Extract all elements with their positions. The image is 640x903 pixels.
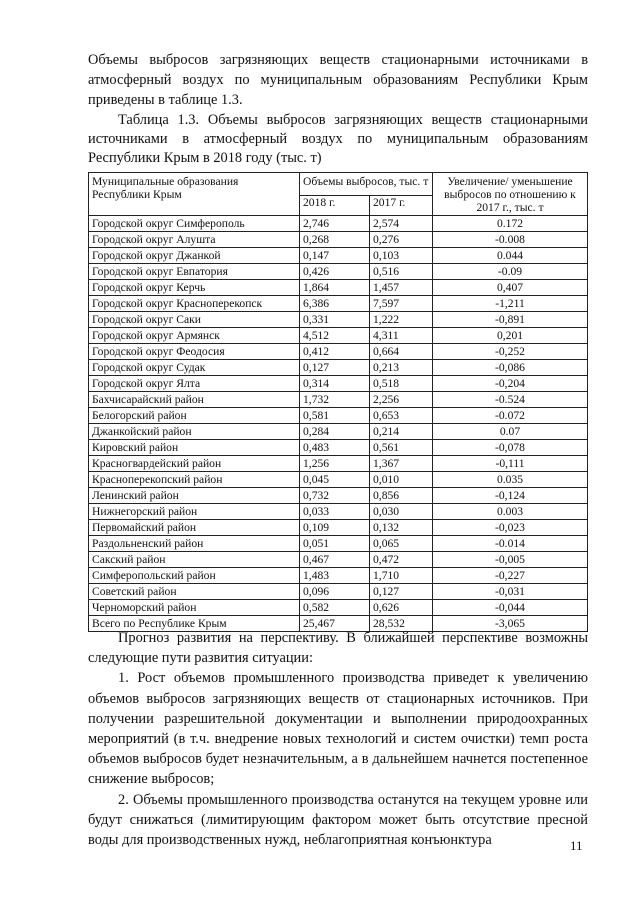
row-change-cell: 0.172	[433, 216, 588, 232]
table-row	[89, 488, 588, 504]
row-2017-cell: 0,214	[370, 424, 433, 440]
row-2017-cell: 0,626	[370, 600, 433, 616]
table-row	[89, 584, 588, 600]
row-2017-cell: 0,127	[370, 584, 433, 600]
row-name-cell: Сакский район	[89, 552, 300, 568]
row-name-cell: Всего по Республике Крым	[89, 616, 300, 632]
table-row	[89, 296, 588, 312]
row-2017-cell: 2,574	[370, 216, 433, 232]
table-row	[89, 456, 588, 472]
row-name-cell: Белогорский район	[89, 408, 300, 424]
row-2018-cell: 0,426	[300, 264, 370, 280]
row-2018-cell: 0,581	[300, 408, 370, 424]
row-change-cell: -0,044	[433, 600, 588, 616]
row-change-cell: 0.044	[433, 248, 588, 264]
table-row	[89, 536, 588, 552]
row-name-cell: Городской округ Алушта	[89, 232, 300, 248]
row-2017-cell: 1,367	[370, 456, 433, 472]
row-2017-cell: 0,132	[370, 520, 433, 536]
scenario-1-paragraph: 1. Рост объемов промышленного производства приведет к увеличению объемов выбросов загрязняющих веществ от стационарных источников. При получении разрешительной документации и выполнении природоохранных мероприятий (в т.ч. внедрение новых технологий и систем очистки) темп роста объемов выбросов будет незначительным, а в дальнейшем начнется постепенное снижение выбросов;	[88, 670, 588, 788]
row-change-cell: -0,227	[433, 568, 588, 584]
row-2017-cell: 4,311	[370, 328, 433, 344]
forecast-paragraph: Прогноз развития на перспективу. В ближайшей перспективе возможны следующие пути развития ситуации:	[88, 630, 588, 667]
body-text	[88, 628, 588, 850]
row-change-cell: 0.003	[433, 504, 588, 520]
row-name-cell: Городской округ Саки	[89, 312, 300, 328]
table-row	[89, 360, 588, 376]
row-change-cell: -0.524	[433, 392, 588, 408]
row-name-cell: Советский район	[89, 584, 300, 600]
row-name-cell: Раздольненский район	[89, 536, 300, 552]
row-name-cell: Симферопольский район	[89, 568, 300, 584]
row-name-cell: Красноперекопский район	[89, 472, 300, 488]
row-2017-cell: 0,653	[370, 408, 433, 424]
table-row	[89, 440, 588, 456]
header-change: Увеличение/ уменьшение выбросов по отношению к 2017 г., тыс. т	[433, 173, 588, 216]
row-2017-cell: 0,010	[370, 472, 433, 488]
table-row	[89, 312, 588, 328]
page-number: 11	[570, 838, 583, 853]
row-change-cell: -0,891	[433, 312, 588, 328]
row-name-cell: Красногвардейский район	[89, 456, 300, 472]
row-2017-cell: 0,065	[370, 536, 433, 552]
table-row	[89, 520, 588, 536]
row-2018-cell: 6,386	[300, 296, 370, 312]
row-change-cell: -0,124	[433, 488, 588, 504]
row-2018-cell: 1,732	[300, 392, 370, 408]
scenario-2-paragraph: 2. Объемы промышленного производства останутся на текущем уровне или будут снижаться (лимитирующим фактором может быть отсутствие пресной воды для производственных нужд, неблагоприятная конъюнктура	[88, 791, 588, 849]
row-2017-cell: 0,516	[370, 264, 433, 280]
row-2017-cell: 0,213	[370, 360, 433, 376]
row-name-cell: Городской округ Ялта	[89, 376, 300, 392]
row-2018-cell: 1,483	[300, 568, 370, 584]
row-change-cell: -0,031	[433, 584, 588, 600]
header-volumes: Объемы выбросов, тыс. т	[300, 173, 433, 196]
row-name-cell: Первомайский район	[89, 520, 300, 536]
row-2018-cell: 0,096	[300, 584, 370, 600]
row-change-cell: -0,204	[433, 376, 588, 392]
row-name-cell: Черноморский район	[89, 600, 300, 616]
row-name-cell: Нижнегорский район	[89, 504, 300, 520]
row-change-cell: 0.07	[433, 424, 588, 440]
emissions-table	[88, 172, 588, 632]
row-2017-cell: 0,518	[370, 376, 433, 392]
row-2018-cell: 0,147	[300, 248, 370, 264]
row-name-cell: Городской округ Евпатория	[89, 264, 300, 280]
table-row	[89, 376, 588, 392]
intro-paragraph: Объемы выбросов загрязняющих веществ стационарными источниками в атмосферный воздух по муниципальным образованиям Республики Крым приведены в таблице 1.3.	[88, 52, 588, 108]
table-row	[89, 216, 588, 232]
row-2018-cell: 0,582	[300, 600, 370, 616]
row-change-cell: -0.008	[433, 232, 588, 248]
row-change-cell: -0.09	[433, 264, 588, 280]
table-row	[89, 328, 588, 344]
table-body	[89, 216, 588, 632]
row-2018-cell: 2,746	[300, 216, 370, 232]
table-row	[89, 232, 588, 248]
row-2017-cell: 7,597	[370, 296, 433, 312]
row-2018-cell: 0,127	[300, 360, 370, 376]
row-2017-cell: 0,856	[370, 488, 433, 504]
header-2018: 2018 г.	[300, 195, 370, 215]
row-name-cell: Ленинский район	[89, 488, 300, 504]
row-change-cell: -3,065	[433, 616, 588, 632]
row-2017-cell: 1,710	[370, 568, 433, 584]
row-name-cell: Городской округ Симферополь	[89, 216, 300, 232]
row-2018-cell: 0,732	[300, 488, 370, 504]
row-2017-cell: 0,472	[370, 552, 433, 568]
row-change-cell: -0.014	[433, 536, 588, 552]
table-row	[89, 248, 588, 264]
row-2018-cell: 0,314	[300, 376, 370, 392]
row-change-cell: -0.072	[433, 408, 588, 424]
row-2018-cell: 25,467	[300, 616, 370, 632]
header-municipality: Муниципальные образования Республики Крым	[89, 173, 300, 216]
row-change-cell: -0,078	[433, 440, 588, 456]
row-change-cell: -0,023	[433, 520, 588, 536]
row-2017-cell: 1,222	[370, 312, 433, 328]
row-2018-cell: 0,412	[300, 344, 370, 360]
row-2017-cell: 2,256	[370, 392, 433, 408]
row-2018-cell: 0,331	[300, 312, 370, 328]
row-2018-cell: 1,256	[300, 456, 370, 472]
row-change-cell: 0,201	[433, 328, 588, 344]
row-2018-cell: 4,512	[300, 328, 370, 344]
row-2018-cell: 0,467	[300, 552, 370, 568]
table-row	[89, 568, 588, 584]
row-name-cell: Городской округ Судак	[89, 360, 300, 376]
row-change-cell: -0,005	[433, 552, 588, 568]
table-row	[89, 472, 588, 488]
row-2017-cell: 0,103	[370, 248, 433, 264]
row-name-cell: Городской округ Феодосия	[89, 344, 300, 360]
row-2018-cell: 0,483	[300, 440, 370, 456]
row-change-cell: 0.035	[433, 472, 588, 488]
table-row	[89, 552, 588, 568]
row-2017-cell: 0,664	[370, 344, 433, 360]
table-caption: Таблица 1.3. Объемы выбросов загрязняющих веществ стационарными источниками в атмосферный воздух по муниципальным образованиям Республики Крым в 2018 году (тыс. т)	[88, 112, 588, 166]
row-change-cell: -0,086	[433, 360, 588, 376]
table-row	[89, 280, 588, 296]
row-2018-cell: 0,284	[300, 424, 370, 440]
row-2018-cell: 1,864	[300, 280, 370, 296]
row-2017-cell: 1,457	[370, 280, 433, 296]
row-change-cell: -0,111	[433, 456, 588, 472]
row-name-cell: Кировский район	[89, 440, 300, 456]
row-2017-cell: 0,030	[370, 504, 433, 520]
row-2018-cell: 0,051	[300, 536, 370, 552]
row-2017-cell: 28,532	[370, 616, 433, 632]
row-name-cell: Бахчисарайский район	[89, 392, 300, 408]
table-row	[89, 504, 588, 520]
table-row	[89, 344, 588, 360]
row-name-cell: Городской округ Керчь	[89, 280, 300, 296]
row-change-cell: -0,252	[433, 344, 588, 360]
row-change-cell: -1,211	[433, 296, 588, 312]
table-row	[89, 392, 588, 408]
row-name-cell: Городской округ Джанкой	[89, 248, 300, 264]
row-2017-cell: 0,276	[370, 232, 433, 248]
table-row	[89, 600, 588, 616]
row-name-cell: Городской округ Армянск	[89, 328, 300, 344]
row-change-cell: 0,407	[433, 280, 588, 296]
table-row	[89, 424, 588, 440]
row-2017-cell: 0,561	[370, 440, 433, 456]
row-2018-cell: 0,045	[300, 472, 370, 488]
row-name-cell: Городской округ Красноперекопск	[89, 296, 300, 312]
table-row	[89, 408, 588, 424]
row-name-cell: Джанкойский район	[89, 424, 300, 440]
row-2018-cell: 0,109	[300, 520, 370, 536]
table-row	[89, 264, 588, 280]
header-2017: 2017 г.	[370, 195, 433, 215]
row-2018-cell: 0,268	[300, 232, 370, 248]
row-2018-cell: 0,033	[300, 504, 370, 520]
